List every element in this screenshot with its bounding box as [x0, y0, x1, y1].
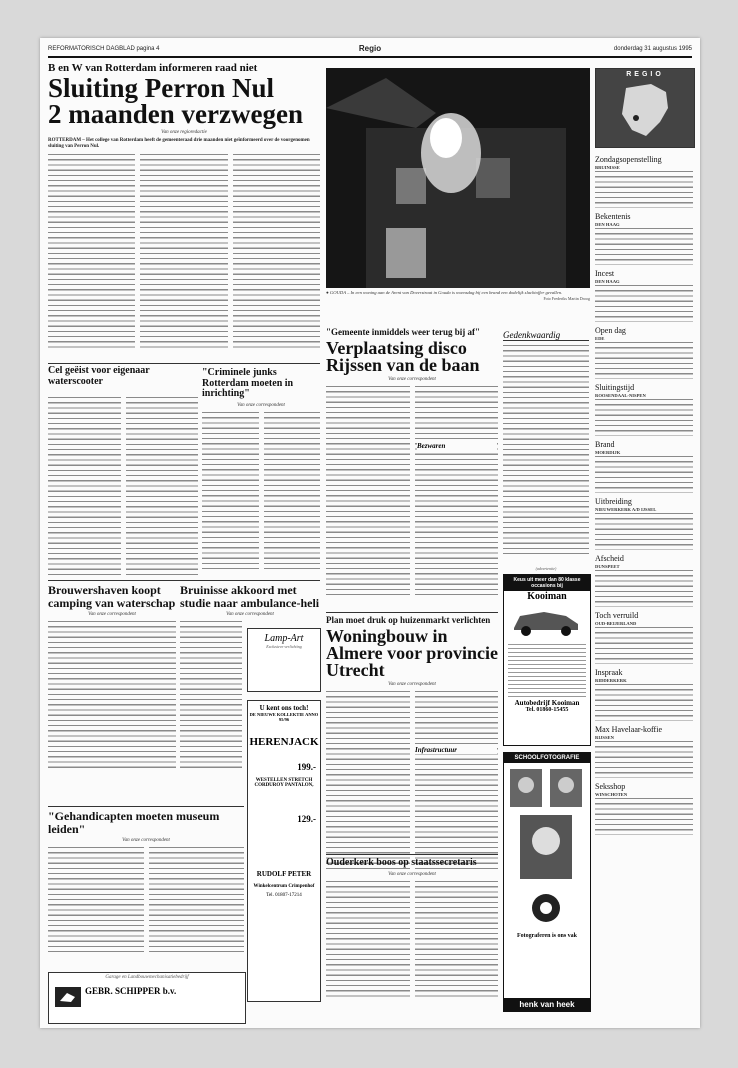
camera-logo-icon	[504, 888, 588, 928]
story-rijssen-kicker: "Gemeente inmiddels weer terug bij af"	[326, 328, 481, 337]
story-almere-byline: Van onze correspondent	[388, 682, 436, 688]
sidebar-brief-body	[595, 797, 693, 835]
sidebar-brief-body	[595, 512, 693, 550]
story-body-col	[149, 846, 245, 956]
story-gehandicapten-byline: Van onze correspondent	[122, 838, 170, 844]
sidebar-brief-title: Inspraak	[595, 668, 623, 677]
ad-lampart-sub: Exclusieve verlichting	[266, 644, 302, 649]
fire-photo	[326, 68, 590, 288]
story-brouwershaven-headline: Brouwershaven koopt camping van waterschap	[48, 584, 176, 610]
sidebar-brief-place: ROOSENDAAL-NISPEN	[595, 393, 646, 398]
sidebar-brief-title: Toch verruild	[595, 611, 639, 620]
story-brouwershaven-byline: Van onze correspondent	[88, 612, 136, 618]
advertentie-label: (advertentie)	[535, 566, 557, 571]
story-ouderkerk	[326, 858, 498, 1008]
page-header-paper: REFORMATORISCH DAGBLAD pagina 4	[48, 46, 160, 52]
ad-henk: henk van heek	[504, 998, 590, 1011]
sidebar-brief-body	[595, 626, 693, 664]
main-headline-1: Sluiting Perron Nul	[48, 73, 275, 104]
sidebar-brief-place: DUNSPEET	[595, 564, 620, 569]
story-gehandicapten	[48, 810, 244, 970]
sidebar-brief	[595, 212, 693, 265]
sidebar-brief-place: EDE	[595, 336, 605, 341]
main-story	[48, 62, 320, 362]
main-headline-2: 2 maanden verzwegen	[48, 98, 303, 129]
ad-herenjack: HERENJACK	[249, 736, 319, 748]
sidebar-brief	[595, 782, 693, 835]
sidebar-brief-place: OUD-BEIJERLAND	[595, 621, 637, 626]
ad-kooiman-list	[508, 643, 586, 699]
bezwaren-subhead	[417, 442, 497, 452]
ad-lampart-name: Lamp-Art	[264, 633, 304, 644]
sidebar-brief-title: Bekentenis	[595, 212, 631, 221]
car-icon	[504, 602, 588, 638]
ad-kooiman-tel: Tel. 01860-15455	[525, 707, 569, 713]
ad-kooiman-head: Keus uit meer dan 80 klasse occasions bij	[504, 575, 590, 591]
main-body-col	[140, 153, 227, 349]
story-celgeist-headline: Cel geëist voor eigenaar waterscooter	[48, 366, 150, 387]
sidebar-brief-title: Zondagsopenstelling	[595, 155, 662, 164]
sidebar-brief-title: Max Havelaar-koffie	[595, 725, 662, 734]
story-criminele-byline: Van onze correspondent	[237, 402, 285, 408]
ad-westellen: WESTELLEN STRETCH CORDUROY PANTALON,	[254, 778, 314, 788]
sidebar-brief-title: Sluitingstijd	[595, 383, 635, 392]
story-ouderkerk-byline: Van onze correspondent	[388, 871, 436, 877]
sidebar-brief-body	[595, 227, 693, 265]
sidebar-brief	[595, 725, 693, 778]
gedenkwaardig-label: Gedenkwaardig	[503, 330, 589, 341]
story-criminele-headline: "Criminele junks Rotterdam moeten in inrichting"	[202, 368, 294, 399]
gedenkwaardig	[503, 330, 589, 560]
ad-kooiman-autobedrijf: Autobedrijf Kooiman	[514, 699, 580, 707]
page-header-date: donderdag 31 augustus 1995	[613, 46, 692, 52]
sidebar-brief-place: DEN HAAG	[595, 222, 620, 227]
deere-logo-icon	[55, 987, 81, 1007]
ad-kent-ons: U kent ons toch!	[259, 704, 309, 712]
sidebar-brief	[595, 497, 693, 550]
children-photos-icon	[504, 763, 588, 883]
story-brouwershaven	[48, 584, 176, 804]
newspaper-page	[40, 38, 700, 1028]
story-body-col	[326, 385, 410, 598]
ad-rudolf-name: RUDOLF PETER	[256, 870, 312, 878]
ad-lampart	[247, 628, 321, 692]
netherlands-map-icon	[596, 78, 694, 144]
story-almere-kicker: Plan moet druk op huizenmarkt verlichten	[326, 616, 491, 625]
sidebar-brief-place: WINSCHOTEN	[595, 792, 628, 797]
main-body-col	[48, 153, 135, 349]
ad-schipper-name: GEBR. SCHIPPER b.v.	[85, 986, 177, 996]
sidebar-brief-body	[595, 284, 693, 322]
story-body-col	[48, 396, 121, 576]
ad-rudolf-peter	[247, 700, 321, 1002]
sidebar-brief	[595, 326, 693, 379]
story-body-col	[415, 880, 499, 1000]
page-header	[48, 44, 692, 58]
story-rijssen-byline: Van onze correspondent	[388, 377, 436, 382]
story-almere-headline: Woningbouw in Almere voor provincie Utrecht	[326, 625, 498, 681]
sidebar-brief-body	[595, 740, 693, 778]
regio-label: REGIO	[626, 71, 664, 78]
story-body	[48, 620, 176, 770]
photo-credit: Foto Frederiks Martin Droog	[543, 295, 590, 301]
sidebar-brief-place: BRUINISSE	[595, 165, 620, 170]
main-byline: Van onze regioredactie	[161, 130, 207, 136]
story-bruinisse-byline: Van onze correspondent	[226, 612, 274, 618]
ad-price-1: 199.-	[297, 762, 316, 772]
sidebar-brief	[595, 155, 693, 208]
sidebar-brief-place: RIJSSEN	[595, 735, 614, 740]
sidebar-brief-place: MOERDIJK	[595, 450, 621, 455]
sidebar-brief	[595, 668, 693, 721]
story-rijssen-headline: Verplaatsing disco Rijssen van de baan	[326, 337, 480, 375]
main-body-col	[233, 153, 320, 349]
infrastructuur-label: Infrastructuur	[415, 746, 497, 754]
sidebar-brief-title: Uitbreiding	[595, 497, 632, 506]
story-body-col	[126, 396, 199, 576]
sidebar-brief	[595, 440, 693, 493]
story-body-col	[415, 385, 499, 598]
ad-price-2: 129.-	[297, 814, 316, 824]
story-body-col	[415, 690, 499, 870]
story-criminele	[202, 368, 320, 578]
sidebar-brief-title: Afscheid	[595, 554, 624, 563]
ad-tel-1: Tel. 01807-17214	[266, 893, 302, 898]
main-kicker: B en W van Rotterdam informeren raad niet	[48, 62, 258, 74]
sidebar-brief	[595, 269, 693, 322]
story-body-col	[202, 411, 259, 571]
sidebar-brief	[595, 611, 693, 664]
ad-schoolfoto-head: SCHOOLFOTOGRAFIE	[504, 753, 590, 763]
sidebar-brief-place: NIEUWERKERK A/D IJSSEL	[595, 507, 657, 512]
regio-map-box	[595, 68, 695, 148]
story-celgeist	[48, 366, 198, 576]
sidebar-brief-title: Brand	[595, 440, 615, 449]
sidebar-brief-place: RIDDERKERK	[595, 678, 627, 683]
sidebar-brief-body	[595, 683, 693, 721]
story-bruinisse-headline: Bruinisse akkoord met studie naar ambulance-heli	[180, 584, 320, 610]
sidebar-brief-body	[595, 170, 693, 208]
ad-schoolfoto	[503, 752, 591, 1012]
sidebar-brief-body	[595, 341, 693, 379]
page-header-section: Regio	[358, 44, 382, 53]
ad-kooiman	[503, 574, 591, 746]
ad-kooiman-name: Kooiman	[527, 591, 567, 602]
bezwaren-label: Bezwaren	[417, 442, 497, 450]
sidebar-brief-title: Seksshop	[595, 782, 626, 791]
ad-schipper	[48, 972, 246, 1024]
story-body-col	[48, 846, 144, 956]
story-gehandicapten-headline: "Gehandicapten moeten museum leiden"	[48, 810, 220, 836]
photo-caption	[326, 290, 590, 324]
gedenkwaardig-body	[503, 344, 589, 554]
story-body	[180, 620, 242, 770]
ad-garage: Garage en Landbouwmechanisatiebedrijf	[105, 975, 189, 980]
story-ouderkerk-headline: Ouderkerk boos op staatssecretaris	[326, 858, 477, 868]
sidebar-brief-title: Open dag	[595, 326, 626, 335]
ad-fotograferen: Fotograferen is ons vak	[516, 933, 578, 939]
story-body-col	[326, 880, 410, 1000]
ad-winkelcentrum: Winkelcentrum Crimpenhof	[253, 884, 315, 889]
photo-caption-text: ● GOUDA – In een woning aan de Arent van Doverstraat in Gouda is woensdag bij een brand een dodelijk slachtoffer gevallen.	[326, 290, 563, 295]
sidebar-brief-body	[595, 569, 693, 607]
sidebar-brief	[595, 383, 693, 436]
sidebar-brief-body	[595, 398, 693, 436]
main-lead: ROTTERDAM – Het college van Rotterdam heeft de gemeenteraad drie maanden niet geïnformeerd over de voorgenomen sluiting van Perron Nul.	[48, 138, 310, 150]
infrastructuur-subhead	[415, 746, 497, 756]
sidebar-brief-place: DEN HAAG	[595, 279, 620, 284]
fire-photo-image	[326, 68, 590, 288]
sidebar-brief	[595, 554, 693, 607]
news-sidebar	[595, 152, 693, 1022]
story-rijssen-body	[326, 374, 498, 598]
sidebar-brief-title: Incest	[595, 269, 615, 278]
ad-nieuwe-kollektie: DE NIEUWE KOLLEKTIE ANNO 95/96	[249, 712, 319, 722]
sidebar-brief-body	[595, 455, 693, 493]
story-body-col	[264, 411, 321, 571]
story-body-col	[326, 690, 410, 870]
